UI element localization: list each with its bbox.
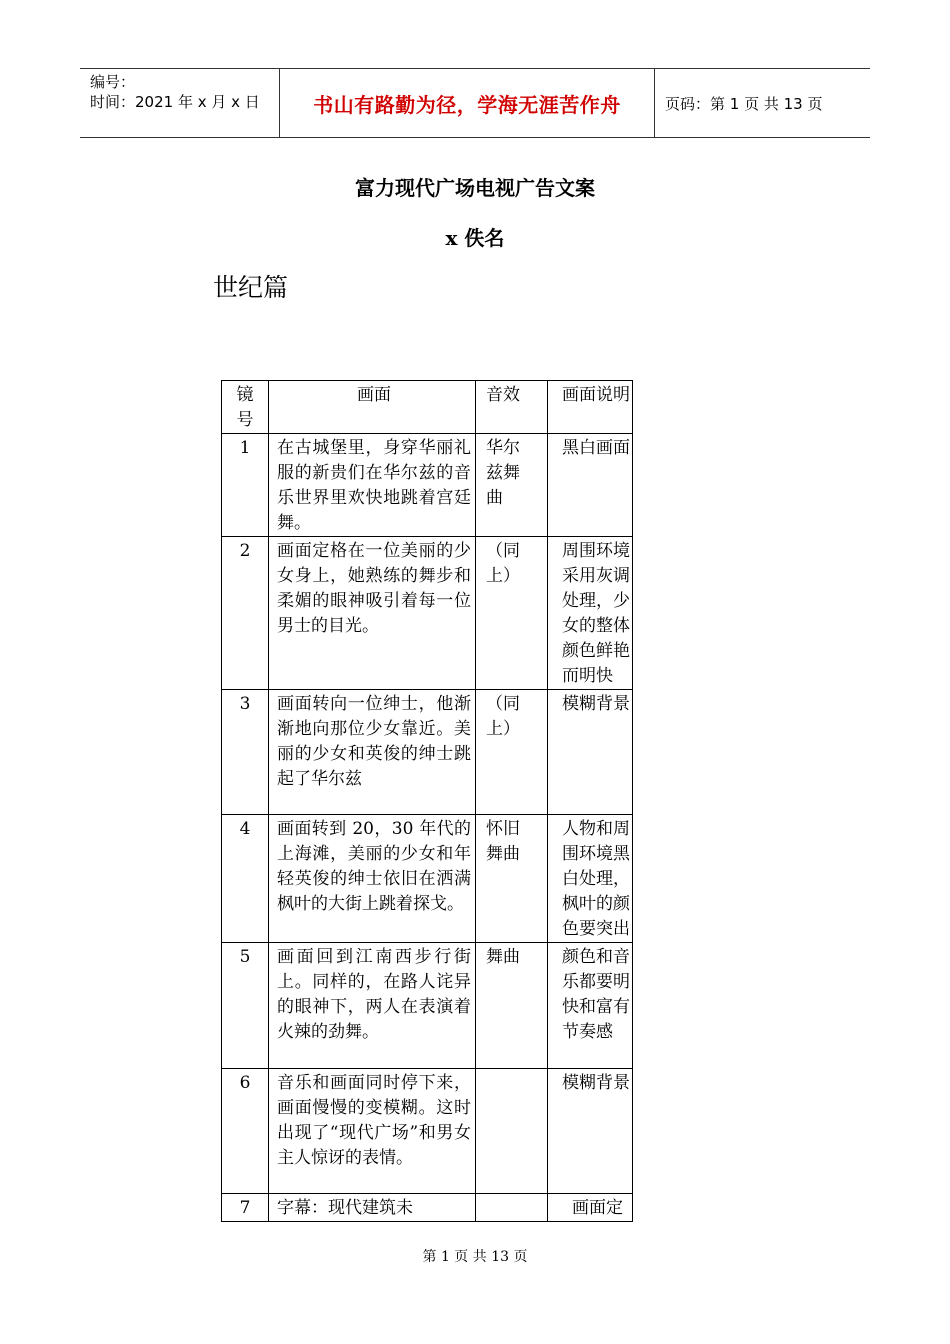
script-table-wrapper: [221, 380, 630, 1222]
cell-shot: 3: [222, 690, 269, 815]
table-row: [222, 434, 633, 537]
cell-sound: [476, 1069, 548, 1194]
cell-note: 周围环境 采用灰调 处理，少 女的整体 颜色鲜艳 而明快: [548, 537, 633, 690]
cell-note: 黑白画面: [548, 434, 633, 537]
cell-shot: 6: [222, 1069, 269, 1194]
cell-scene: 画面转向一位绅士，他渐渐地向那位少女靠近。美丽的少女和英俊的绅士跳起了华尔兹: [269, 690, 476, 815]
table-row: [222, 690, 633, 815]
number-label: 编号：: [90, 73, 136, 91]
document-header: [80, 68, 870, 138]
table-row: [222, 537, 633, 690]
cell-scene: 画面回到江南西步行街上。同样的，在路人诧异的眼神下，两人在表演着火辣的劲舞。: [269, 943, 476, 1069]
cell-sound: （同 上）: [476, 537, 548, 690]
cell-note: 人物和周 围环境黑 白处理， 枫叶的颜 色要突出: [548, 815, 633, 943]
cell-shot: 2: [222, 537, 269, 690]
header-motto: 书山有路勤为径，学海无涯苦作舟: [280, 69, 655, 137]
header-scene: 画面: [269, 381, 476, 434]
script-table: [221, 380, 633, 1222]
cell-shot: 1: [222, 434, 269, 537]
cell-shot: 4: [222, 815, 269, 943]
header-sound: 音效: [476, 381, 548, 434]
table-header-row: [222, 381, 633, 434]
cell-shot: 7: [222, 1194, 269, 1222]
document-title: 富力现代广场电视广告文案: [355, 176, 595, 200]
cell-scene: 画面转到 20，30 年代的上海滩，美丽的少女和年轻英俊的绅士依旧在洒满枫叶的大街上跳着探戈。: [269, 815, 476, 943]
cell-note: 模糊背景: [548, 1069, 633, 1194]
cell-note: 画面定: [548, 1194, 633, 1222]
document-author: x 佚名: [445, 226, 505, 250]
table-row: [222, 815, 633, 943]
header-meta: [80, 69, 280, 137]
cell-scene: 音乐和画面同时停下来，画面慢慢的变模糊。这时出现了“现代广场”和男女主人惊讶的表情。: [269, 1069, 476, 1194]
table-row: [222, 1069, 633, 1194]
table-row: [222, 943, 633, 1069]
cell-scene: 在古城堡里，身穿华丽礼服的新贵们在华尔兹的音乐世界里欢快地跳着宫廷舞。: [269, 434, 476, 537]
time-label: 时间：2021 年 x 月 x 日: [90, 93, 260, 111]
header-note: 画面说明: [548, 381, 633, 434]
table-row: [222, 1194, 633, 1222]
header-shot: 镜 号: [222, 381, 269, 434]
cell-sound: 怀旧 舞曲: [476, 815, 548, 943]
cell-sound: 华尔 兹舞 曲: [476, 434, 548, 537]
cell-sound: [476, 1194, 548, 1222]
cell-scene: 画面定格在一位美丽的少女身上，她熟练的舞步和柔媚的眼神吸引着每一位男士的目光。: [269, 537, 476, 690]
section-heading: 世纪篇: [213, 273, 289, 302]
cell-note: 颜色和音 乐都要明 快和富有 节奏感: [548, 943, 633, 1069]
cell-sound: （同 上）: [476, 690, 548, 815]
header-page-info: 页码：第 1 页 共 13 页: [665, 94, 823, 113]
page-footer: 第 1 页 共 13 页: [422, 1249, 528, 1265]
cell-sound: 舞曲: [476, 943, 548, 1069]
cell-scene: 字幕：现代建筑未: [269, 1194, 476, 1222]
cell-note: 模糊背景: [548, 690, 633, 815]
cell-shot: 5: [222, 943, 269, 1069]
